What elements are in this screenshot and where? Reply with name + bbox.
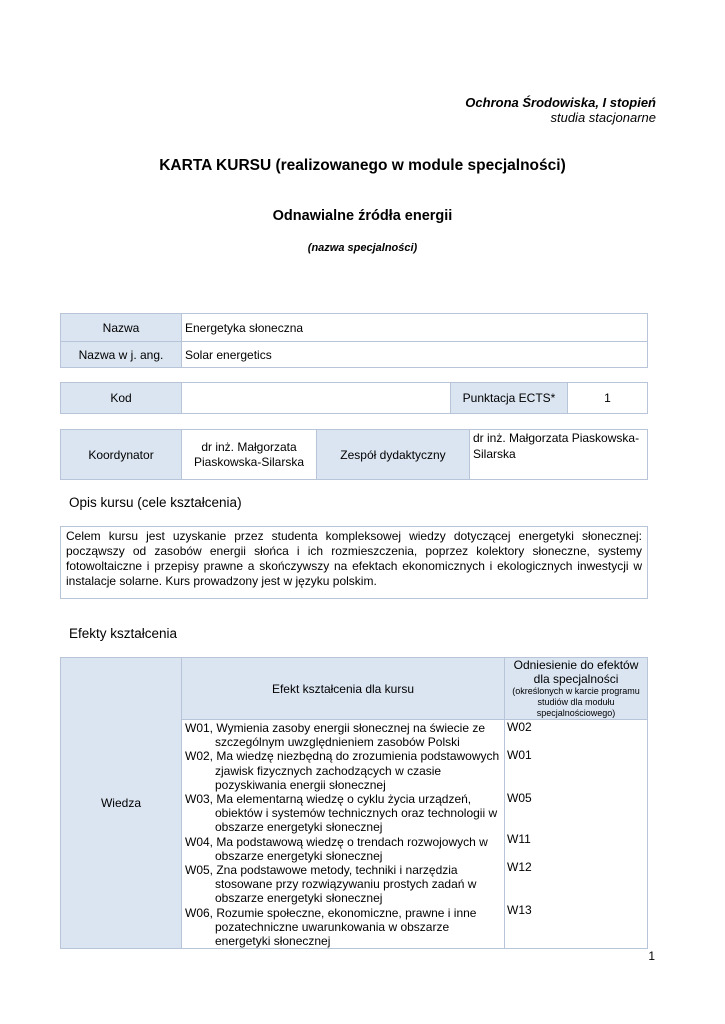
code-value <box>182 383 451 414</box>
name-en-label: Nazwa w j. ang. <box>61 342 182 368</box>
effects-list <box>182 720 505 949</box>
name-label: Nazwa <box>61 314 182 342</box>
outcomes-heading: Efekty kształcenia <box>69 626 178 641</box>
effect-item: W04, Ma podstawową wiedzę o trendach rozwojowych w obszarze energetyki słonecznej <box>185 834 488 863</box>
code-label: Kod <box>61 383 182 414</box>
course-name-table <box>60 313 648 368</box>
reference-header-note: (określonych w karcie programu studiów dla modułu specjalnościowego) <box>512 686 640 718</box>
reference-column-header <box>505 658 648 720</box>
reference-item: W13 <box>507 903 532 917</box>
reference-item: W11 <box>507 832 531 846</box>
category-wiedza: Wiedza <box>61 658 182 949</box>
description-heading: Opis kursu (cele kształcenia) <box>69 495 242 510</box>
specialty-name: Odnawialne źródła energii <box>272 208 453 224</box>
effect-item: W06, Rozumie społeczne, ekonomiczne, prawne i inne pozatechniczne uwarunkowania w obszarze energetyki słonecznej <box>185 905 477 949</box>
name-value: Energetyka słoneczna <box>182 314 648 342</box>
reference-item: W12 <box>507 860 532 874</box>
effect-column-header: Efekt kształcenia dla kursu <box>182 658 505 720</box>
team-label: Zespół dydaktyczny <box>317 430 470 480</box>
reference-item: W02 <box>507 720 532 734</box>
name-en-value: Solar energetics <box>182 342 648 368</box>
code-table <box>60 382 648 414</box>
coordinator-label: Koordynator <box>61 430 182 480</box>
ects-value: 1 <box>568 383 648 414</box>
page-number: 1 <box>648 949 655 963</box>
coordinator-value: dr inż. Małgorzata Piaskowska-Silarska <box>182 430 317 480</box>
description-text: Celem kursu jest uzyskanie przez studenta kompleksowej wiedzy dotyczącej energetyki słonecznej: począwszy od zasobów energii słońca i ich rozmieszczenia, poprzez kolektory słoneczne, systemy fotowoltaiczne i przepisy prawne a skończywszy na efektach ekonomicznych i ekologicznych inwestycji w instalacje solarne. Kurs prowadzony jest w języku polskim. <box>60 526 648 599</box>
program-name: Ochrona Środowiska, I stopień <box>465 95 656 110</box>
study-mode: studia stacjonarne <box>550 110 656 125</box>
effect-item: W01, Wymienia zasoby energii słonecznej na świecie ze szczególnym uwzględnieniem zasobów Polski <box>185 721 486 750</box>
reference-item: W01 <box>507 748 532 762</box>
page-title: KARTA KURSU (realizowanego w module specjalności) <box>159 157 566 174</box>
reference-item: W05 <box>507 791 532 805</box>
effect-item: W03, Ma elementarną wiedzę o cyklu życia urządzeń, obiektów i systemów technicznych oraz technologii w obszarze energetyki słonecznej <box>185 792 498 835</box>
outcomes-table <box>60 657 648 949</box>
coordinator-table <box>60 429 648 480</box>
effect-item: W05, Zna podstawowe metody, techniki i narzędzia stosowane przy rozwiązywaniu prostych zadań w obszarze energetyki słonecznej <box>185 863 477 906</box>
effect-item: W02, Ma wiedzę niezbędną do zrozumienia podstawowych zjawisk fizycznych zachodzących w czasie pozyskiwania energii słonecznej <box>185 749 500 792</box>
ects-label: Punktacja ECTS* <box>451 383 568 414</box>
reference-header-title: Odniesienie do efektów dla specjalności <box>513 658 639 686</box>
team-value: dr inż. Małgorzata Piaskowska-Silarska <box>470 430 648 480</box>
specialty-note: (nazwa specjalności) <box>307 242 418 254</box>
